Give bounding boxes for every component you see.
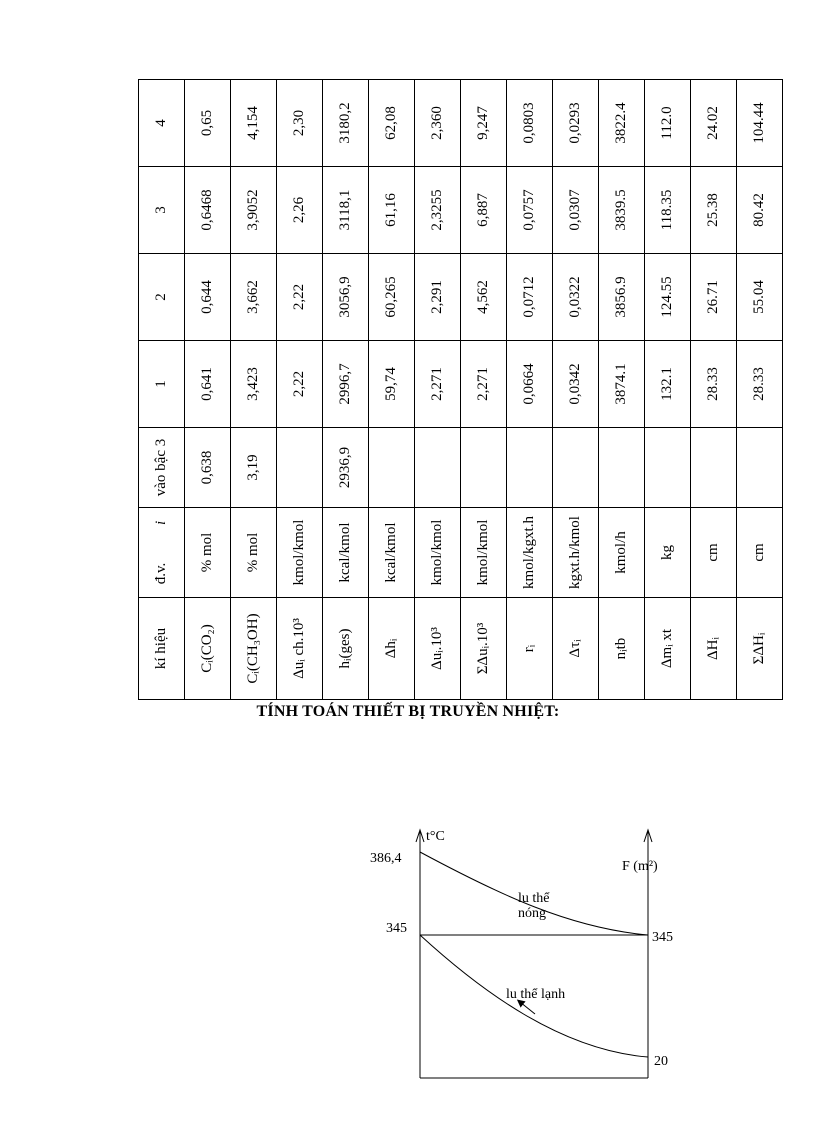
value-cell: 0,641 <box>185 341 231 428</box>
value-cell: 26.71 <box>691 254 737 341</box>
section-heading: TÍNH TOÁN THIẾT BỊ TRUYỀN NHIỆT: <box>256 703 560 720</box>
value-cell: 2,30 <box>277 80 323 167</box>
value-cell: 2996,7 <box>323 341 369 428</box>
value-cell: 2,360 <box>415 80 461 167</box>
header-index-label: i <box>153 520 169 525</box>
value-cell: 0,0307 <box>553 167 599 254</box>
symbol-cell: Cᵢ(CH₃OH) <box>231 598 277 700</box>
table-row <box>277 80 323 700</box>
value-cell: 55.04 <box>737 254 783 341</box>
unit-cell: kgxt.h/kmol <box>553 508 599 598</box>
unit-cell: % mol <box>185 508 231 598</box>
value-cell: 0,65 <box>185 80 231 167</box>
value-cell: 3,662 <box>231 254 277 341</box>
symbol-cell: ΔHᵢ <box>691 598 737 700</box>
symbol-cell: ΣΔuᵢ.10³ <box>461 598 507 700</box>
header-cell: 3 <box>139 167 185 254</box>
table-row <box>369 80 415 700</box>
value-cell: 124.55 <box>645 254 691 341</box>
table-row <box>599 80 645 700</box>
value-cell: 80.42 <box>737 167 783 254</box>
table-row <box>461 80 507 700</box>
value-cell: 3874.1 <box>599 341 645 428</box>
value-cell: 3839.5 <box>599 167 645 254</box>
value-cell: 0,0803 <box>507 80 553 167</box>
value-cell <box>691 428 737 508</box>
unit-cell: kg <box>645 508 691 598</box>
value-cell: 0,0293 <box>553 80 599 167</box>
cold-fluid-label: lu thể lạnh <box>506 987 566 1002</box>
unit-cell: cm <box>691 508 737 598</box>
symbol-cell: ΣΔHᵢ <box>737 598 783 700</box>
hot-fluid-label: lu thể <box>518 891 550 906</box>
value-cell: 2,291 <box>415 254 461 341</box>
value-cell <box>553 428 599 508</box>
value-cell: 3,19 <box>231 428 277 508</box>
value-cell: 59,74 <box>369 341 415 428</box>
symbol-cell: Δτᵢ <box>553 598 599 700</box>
header-cell: kí hiệu <box>139 598 185 700</box>
header-cell-unit <box>139 508 185 598</box>
hot-fluid-label-2: nóng <box>518 906 546 921</box>
symbol-cell: Δuᵢ ch.10³ <box>277 598 323 700</box>
unit-cell: kmol/kmol <box>277 508 323 598</box>
header-cell: vào bậc 3 <box>139 428 185 508</box>
value-cell: 24.02 <box>691 80 737 167</box>
value-cell: 0,6468 <box>185 167 231 254</box>
value-cell: 4,154 <box>231 80 277 167</box>
table-row <box>185 80 231 700</box>
data-table <box>138 79 783 700</box>
unit-cell: kmol/h <box>599 508 645 598</box>
value-cell: 0,644 <box>185 254 231 341</box>
right-axis-label: F (m²) <box>622 859 658 874</box>
temperature-diagram <box>350 820 690 1090</box>
value-cell: 2,22 <box>277 341 323 428</box>
value-cell: 0,0757 <box>507 167 553 254</box>
table-row <box>231 80 277 700</box>
label-345-right: 345 <box>652 930 673 945</box>
value-cell: 112.0 <box>645 80 691 167</box>
value-cell: 3,9052 <box>231 167 277 254</box>
value-cell: 2,26 <box>277 167 323 254</box>
table-row <box>507 80 553 700</box>
value-cell: 0,638 <box>185 428 231 508</box>
value-cell: 104.44 <box>737 80 783 167</box>
value-cell: 3,423 <box>231 341 277 428</box>
value-cell: 3056,9 <box>323 254 369 341</box>
table-row <box>553 80 599 700</box>
unit-cell: kcal/kmol <box>369 508 415 598</box>
value-cell: 2,22 <box>277 254 323 341</box>
unit-cell: kcal/kmol <box>323 508 369 598</box>
symbol-cell: Δmᵢ xt <box>645 598 691 700</box>
value-cell: 6,887 <box>461 167 507 254</box>
value-cell: 2,3255 <box>415 167 461 254</box>
symbol-cell: nᵢtb <box>599 598 645 700</box>
value-cell <box>415 428 461 508</box>
unit-cell: kmol/kgxt.h <box>507 508 553 598</box>
header-cell: 4 <box>139 80 185 167</box>
label-20: 20 <box>654 1054 668 1069</box>
value-cell: 3856.9 <box>599 254 645 341</box>
value-cell: 62,08 <box>369 80 415 167</box>
table-body <box>185 80 783 700</box>
symbol-cell: Δhᵢ <box>369 598 415 700</box>
table-header-row <box>139 80 185 700</box>
value-cell <box>507 428 553 508</box>
value-cell: 2936,9 <box>323 428 369 508</box>
value-cell: 4,562 <box>461 254 507 341</box>
value-cell: 61,16 <box>369 167 415 254</box>
value-cell: 0,0664 <box>507 341 553 428</box>
unit-cell: kmol/kmol <box>415 508 461 598</box>
unit-cell: kmol/kmol <box>461 508 507 598</box>
value-cell: 28.33 <box>691 341 737 428</box>
value-cell: 118.35 <box>645 167 691 254</box>
symbol-cell: rᵢ <box>507 598 553 700</box>
value-cell: 2,271 <box>415 341 461 428</box>
unit-cell: % mol <box>231 508 277 598</box>
rotated-table-container <box>138 80 767 700</box>
value-cell: 3118,1 <box>323 167 369 254</box>
value-cell <box>599 428 645 508</box>
value-cell: 132.1 <box>645 341 691 428</box>
value-cell <box>277 428 323 508</box>
data-table-wrapper <box>138 80 767 700</box>
value-cell: 3180,2 <box>323 80 369 167</box>
table-row <box>737 80 783 700</box>
value-cell <box>461 428 507 508</box>
value-cell <box>737 428 783 508</box>
value-cell: 28.33 <box>737 341 783 428</box>
value-cell <box>645 428 691 508</box>
symbol-cell: hᵢ(ges) <box>323 598 369 700</box>
symbol-cell: Δuᵢ.10³ <box>415 598 461 700</box>
label-386: 386,4 <box>370 851 402 866</box>
table-row <box>691 80 737 700</box>
header-unit-label: đ.v. <box>153 562 169 585</box>
value-cell: 3822.4 <box>599 80 645 167</box>
value-cell <box>369 428 415 508</box>
value-cell: 2,271 <box>461 341 507 428</box>
value-cell: 60,265 <box>369 254 415 341</box>
cold-flow-arrow-icon <box>520 1002 535 1014</box>
value-cell: 9,247 <box>461 80 507 167</box>
table-row <box>415 80 461 700</box>
header-cell: 2 <box>139 254 185 341</box>
table-row <box>645 80 691 700</box>
header-cell: 1 <box>139 341 185 428</box>
table-row <box>323 80 369 700</box>
value-cell: 0,0342 <box>553 341 599 428</box>
value-cell: 0,0712 <box>507 254 553 341</box>
value-cell: 0,0322 <box>553 254 599 341</box>
unit-cell: cm <box>737 508 783 598</box>
symbol-cell: Cᵢ(CO₂) <box>185 598 231 700</box>
label-345-left: 345 <box>386 921 407 936</box>
value-cell: 25.38 <box>691 167 737 254</box>
y-axis-label: t°C <box>426 829 445 844</box>
